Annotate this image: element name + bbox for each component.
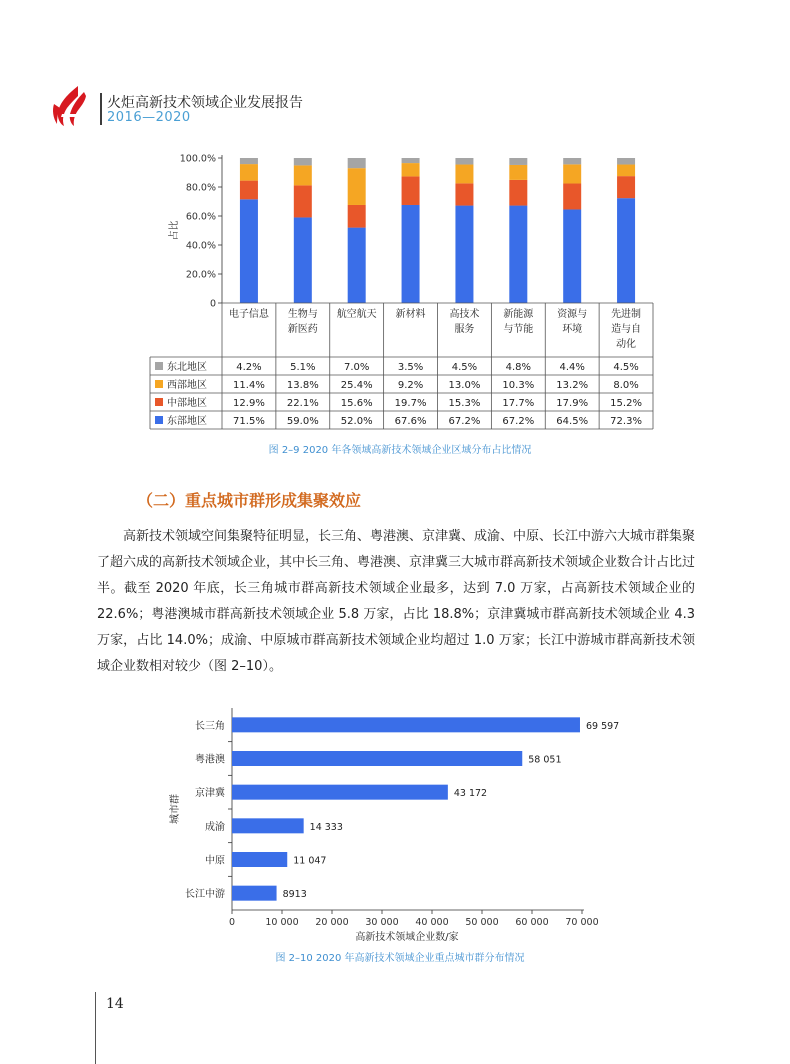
data-label: 13.8% <box>286 380 319 391</box>
legend-label: 西部地区 <box>167 380 207 391</box>
x-tick-label: 60 000 <box>515 917 549 928</box>
bar-segment <box>402 205 420 303</box>
bar-segment <box>348 168 366 205</box>
bar-segment <box>509 180 527 206</box>
body-paragraph: 高新技术领域空间集聚特征明显，长三角、粤港澳、京津冀、成渝、中原、长江中游六大城市群集聚了超六成的高新技术领域企业，其中长三角、粤港澳、京津冀三大城市群高新技术领域企业数合计占比过半。截至 2020 年底，长三角城市群高新技术领域企业最多，达到 7.0 万家，占高新技术领域企业的 22.6%；粤港澳城市群高新技术领域企业 5.8 万家，占比 18.8%；京津冀城市群高新技术领域企业 4.3 万家，占比 14.0%；成渝、中原城市群高新技术领域企业均超过 1.0 万家；长江中游城市群高新技术领域企业数相对较少（图 2–10）。 <box>97 529 696 674</box>
legend-swatch <box>155 362 163 370</box>
footer-rule <box>95 992 96 1064</box>
category-label: 电子信息 <box>228 309 269 320</box>
book-title: 火炬高新技术领域企业发展报告 <box>107 95 303 111</box>
regional-distribution-chart <box>145 145 665 440</box>
bar-segment <box>402 176 420 205</box>
bar-segment <box>617 158 635 165</box>
bar-segment <box>455 158 473 165</box>
bar-segment <box>455 183 473 205</box>
y-tick-label: 20.0% <box>185 269 216 281</box>
legend-swatch <box>155 398 163 406</box>
bar-segment <box>563 209 581 303</box>
category-label: 高技术 <box>449 309 480 320</box>
bar-segment <box>348 205 366 228</box>
x-axis-label: 高新技术领域企业数/家 <box>355 932 459 943</box>
bar-segment <box>294 217 312 303</box>
legend-label: 中部地区 <box>167 398 207 409</box>
bar <box>232 852 287 867</box>
legend-label: 东北地区 <box>167 362 207 373</box>
data-label: 15.3% <box>448 398 481 409</box>
category-label: 粤港澳 <box>195 754 225 766</box>
bar-segment <box>455 206 473 303</box>
bar-segment <box>617 198 635 303</box>
x-tick-label: 50 000 <box>465 917 499 928</box>
data-label: 67.2% <box>448 416 481 427</box>
category-label: 先进制 <box>611 309 642 320</box>
bar-segment <box>402 163 420 176</box>
category-label: 造与自 <box>611 324 642 335</box>
bar-segment <box>348 158 366 168</box>
bar-segment <box>509 158 527 165</box>
category-label: 新能源 <box>503 309 534 320</box>
data-label: 9.2% <box>397 380 424 391</box>
bar-segment <box>348 228 366 303</box>
bar <box>232 818 304 833</box>
bar <box>232 751 522 766</box>
x-tick-label: 70 000 <box>565 917 599 928</box>
data-label: 4.8% <box>505 362 532 373</box>
x-tick-label: 30 000 <box>365 917 399 928</box>
data-label: 22.1% <box>286 398 319 409</box>
bar-segment <box>240 181 258 200</box>
bar <box>232 717 580 732</box>
category-label: 中原 <box>205 855 225 867</box>
data-label: 71.5% <box>233 416 265 427</box>
bar-segment <box>509 165 527 180</box>
data-label: 3.5% <box>397 362 424 373</box>
bar-segment <box>240 158 258 164</box>
data-label: 8913 <box>282 889 307 901</box>
bar-segment <box>402 158 420 163</box>
category-label: 航空航天 <box>336 309 377 320</box>
data-label: 13.2% <box>556 380 589 391</box>
x-tick-label: 20 000 <box>315 917 349 928</box>
y-tick-label: 0 <box>209 298 216 310</box>
data-label: 11.4% <box>233 380 265 391</box>
category-label: 与节能 <box>503 324 534 335</box>
bar-segment <box>563 158 581 164</box>
figure-2-9-caption: 图 2–9 2020 年各领域高新技术领域企业区域分布占比情况 <box>268 445 532 456</box>
bar-segment <box>563 184 581 210</box>
data-label: 10.3% <box>502 380 535 391</box>
y-tick-label: 100.0% <box>179 153 216 165</box>
x-tick-label: 0 <box>228 917 236 928</box>
data-label: 43 172 <box>453 788 488 800</box>
data-label: 4.5% <box>613 362 639 373</box>
data-label: 15.6% <box>340 398 373 409</box>
bar-segment <box>294 165 312 185</box>
category-label: 新医药 <box>287 324 318 335</box>
bar-segment <box>240 164 258 181</box>
data-label: 69 597 <box>585 720 620 732</box>
category-label: 环境 <box>562 324 583 335</box>
data-label: 12.9% <box>233 398 265 409</box>
data-label: 72.3% <box>610 416 642 427</box>
data-label: 15.2% <box>610 398 642 409</box>
data-label: 64.5% <box>556 416 589 427</box>
x-tick-label: 10 000 <box>265 917 299 928</box>
data-label: 17.7% <box>502 398 535 409</box>
category-label: 动化 <box>616 339 637 350</box>
data-label: 13.0% <box>448 380 481 391</box>
y-axis-label: 城市群 <box>170 794 181 824</box>
data-label: 8.0% <box>613 380 639 391</box>
category-label: 长三角 <box>195 720 225 732</box>
bar-segment <box>563 164 581 183</box>
data-label: 11 047 <box>293 855 327 867</box>
book-years: 2016—2020 <box>107 110 191 125</box>
category-label: 新材料 <box>395 309 426 320</box>
x-tick-label: 40 000 <box>415 917 449 928</box>
data-label: 4.2% <box>236 362 262 373</box>
category-label: 成渝 <box>205 821 225 833</box>
section-heading: （二）重点城市群形成集聚效应 <box>137 491 362 510</box>
data-label: 25.4% <box>340 380 373 391</box>
data-label: 14 333 <box>309 821 343 833</box>
bar <box>232 785 448 800</box>
data-label: 5.1% <box>290 362 316 373</box>
bar-segment <box>294 185 312 217</box>
bar-segment <box>455 165 473 184</box>
y-axis-label: 占比 <box>169 220 180 241</box>
legend-swatch <box>155 380 163 388</box>
bar <box>232 886 277 901</box>
bar-segment <box>294 158 312 165</box>
y-tick-label: 40.0% <box>185 240 216 252</box>
category-label: 资源与 <box>557 309 588 320</box>
data-label: 59.0% <box>286 416 319 427</box>
torch-flame-logo <box>48 84 92 128</box>
y-tick-label: 80.0% <box>185 182 216 194</box>
figure-2-10-caption: 图 2–10 2020 年高新技术领域企业重点城市群分布情况 <box>275 953 525 964</box>
data-label: 52.0% <box>340 416 373 427</box>
y-tick-label: 60.0% <box>185 211 216 223</box>
city-cluster-chart <box>160 700 630 950</box>
data-label: 58 051 <box>528 754 562 766</box>
bar-segment <box>240 199 258 303</box>
data-label: 19.7% <box>394 398 427 409</box>
category-label: 长江中游 <box>185 889 225 901</box>
data-label: 4.4% <box>559 362 585 373</box>
category-label: 生物与 <box>287 309 318 320</box>
category-label: 京津冀 <box>195 788 225 800</box>
header-divider <box>100 93 102 125</box>
page-number: 14 <box>106 996 124 1012</box>
bar-segment <box>617 176 635 198</box>
legend-label: 东部地区 <box>167 416 207 427</box>
data-label: 17.9% <box>556 398 589 409</box>
legend-swatch <box>155 416 163 424</box>
data-label: 67.6% <box>394 416 427 427</box>
category-label: 服务 <box>454 324 475 335</box>
data-label: 7.0% <box>343 362 370 373</box>
bar-segment <box>509 206 527 303</box>
bar-segment <box>617 165 635 177</box>
data-label: 4.5% <box>451 362 478 373</box>
data-label: 67.2% <box>502 416 535 427</box>
